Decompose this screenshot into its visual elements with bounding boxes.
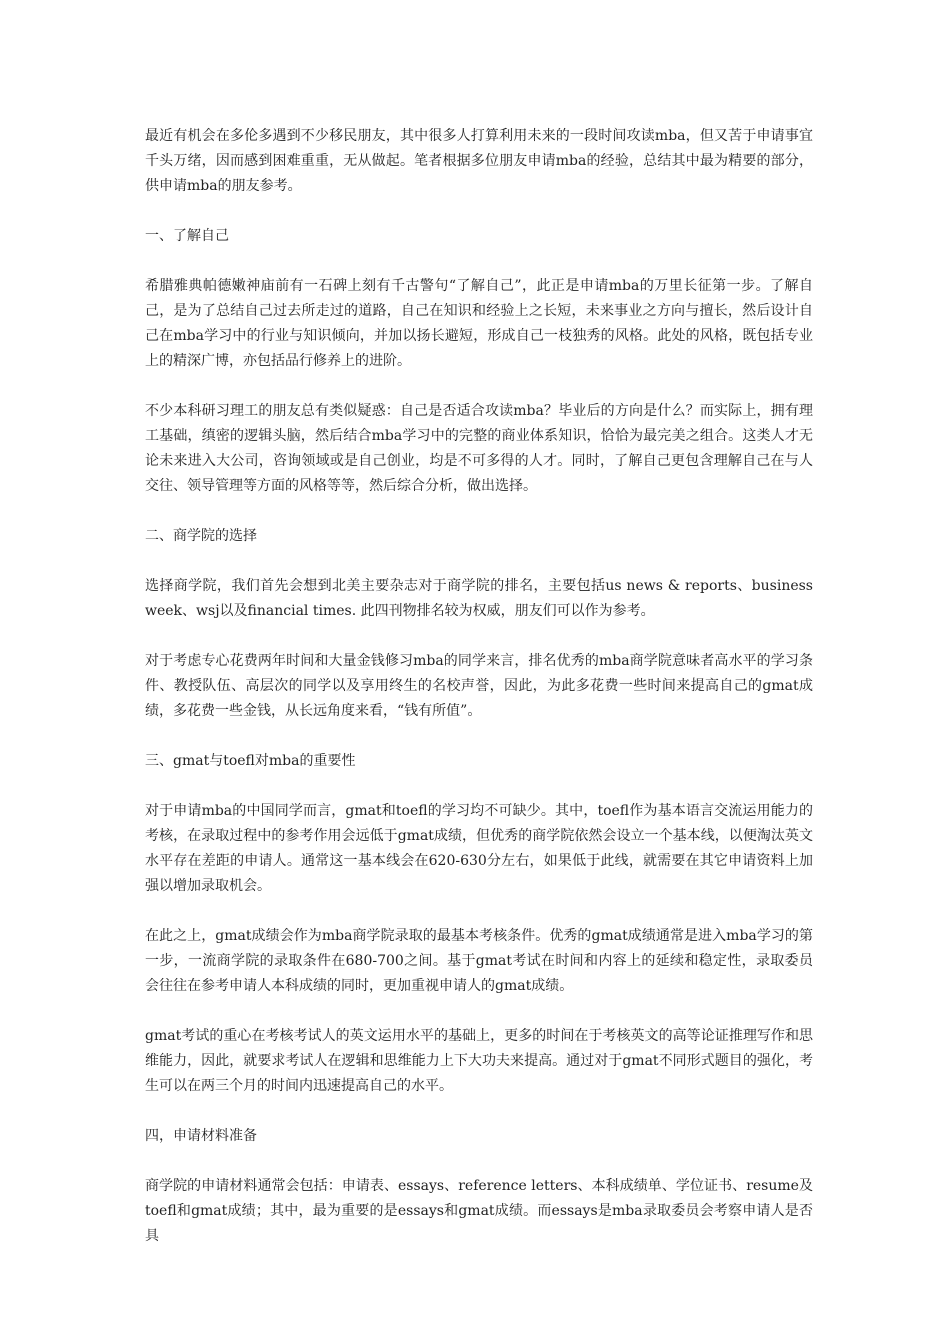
section-heading-4: 四，申请材料准备 [145, 1128, 257, 1144]
body-paragraph: 商学院的申请材料通常会包括：申请表、essays、reference letters、本科成绩单、学位证书、resume及toefl和gmat成绩；其中，最为重要的是essays和gmat成绩。而essays是mba录取委员会考察申请人是否具 [145, 1178, 813, 1244]
body-paragraph: 希腊雅典帕德嫩神庙前有一石碑上刻有千古警句“了解自己”，此正是申请mba的万里长征第一步。了解自己，是为了总结自己过去所走过的道路，自己在知识和经验上之长短，未来事业之方向与擅长，然后设计自己在mba学习中的行业与知识倾向，并加以扬长避短，形成自己一枝独秀的风格。此处的风格，既包括专业上的精深广博，亦包括品行修养上的进阶。 [145, 278, 813, 369]
body-paragraph: 对于考虑专心花费两年时间和大量金钱修习mba的同学来言，排名优秀的mba商学院意味者高水平的学习条件、教授队伍、高层次的同学以及享用终生的名校声誉，因此，为此多花费一些时间来提高自己的gmat成绩，多花费一些金钱，从长远角度来看，“钱有所值”。 [145, 653, 813, 719]
section-heading-3: 三、gmat与toefl对mba的重要性 [145, 753, 356, 769]
body-paragraph: 对于申请mba的中国同学而言，gmat和toefl的学习均不可缺少。其中，toefl作为基本语言交流运用能力的考核，在录取过程中的参考作用会远低于gmat成绩，但优秀的商学院依然会设立一个基本线，以便淘汰英文水平存在差距的申请人。通常这一基本线会在620-630分左右，如果低于此线，就需要在其它申请资料上加强以增加录取机会。 [145, 803, 813, 894]
body-paragraph: 选择商学院，我们首先会想到北美主要杂志对于商学院的排名，主要包括us news & reports、business week、wsj以及financial times. 此四刊物排名较为权威，朋友们可以作为参考。 [145, 578, 813, 619]
body-paragraph: 不少本科研习理工的朋友总有类似疑惑：自己是否适合攻读mba？毕业后的方向是什么？而实际上，拥有理工基础，缜密的逻辑头脑，然后结合mba学习中的完整的商业体系知识，恰恰为最完美之组合。这类人才无论未来进入大公司，咨询领域或是自己创业，均是不可多得的人才。同时，了解自己更包含理解自己在与人交往、领导管理等方面的风格等等，然后综合分析，做出选择。 [145, 403, 813, 494]
body-paragraph: gmat考试的重心在考核考试人的英文运用水平的基础上，更多的时间在于考核英文的高等论证推理写作和思维能力，因此，就要求考试人在逻辑和思维能力上下大功夫来提高。通过对于gmat不同形式题目的强化，考生可以在两三个月的时间内迅速提高自己的水平。 [145, 1028, 813, 1094]
section-heading-2: 二、商学院的选择 [145, 528, 257, 544]
section-heading-1: 一、了解自己 [145, 228, 229, 244]
body-paragraph: 在此之上，gmat成绩会作为mba商学院录取的最基本考核条件。优秀的gmat成绩通常是进入mba学习的第一步，一流商学院的录取条件在680-700之间。基于gmat考试在时间和内容上的延续和稳定性，录取委员会往往在参考申请人本科成绩的同时，更加重视申请人的gmat成绩。 [145, 928, 813, 994]
document-body [145, 124, 813, 1274]
intro-paragraph: 最近有机会在多伦多遇到不少移民朋友，其中很多人打算利用未来的一段时间攻读mba，但又苦于申请事宜千头万绪，因而感到困难重重，无从做起。笔者根据多位朋友申请mba的经验，总结其中最为精要的部分，供申请mba的朋友参考。 [145, 128, 813, 194]
